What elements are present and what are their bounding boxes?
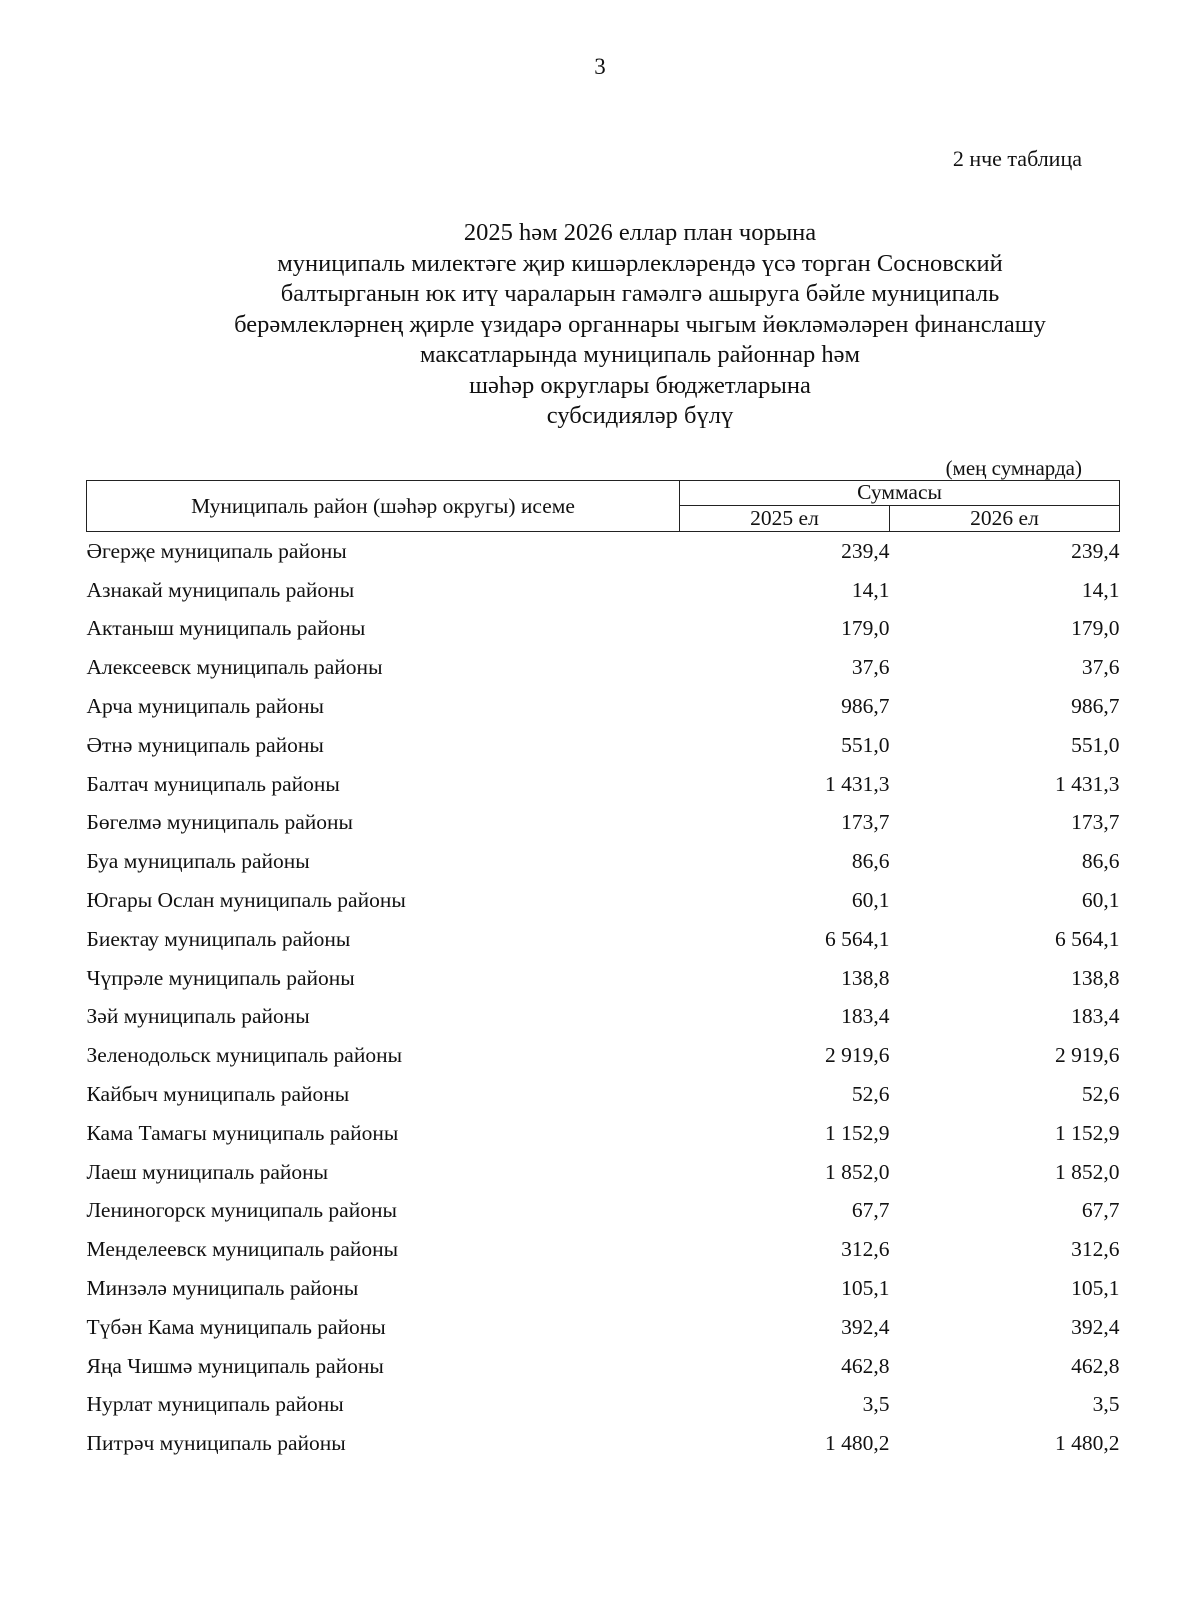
table-row xyxy=(87,998,1120,1037)
value-2025: 462,8 xyxy=(841,1353,890,1378)
value-2026: 60,1 xyxy=(1081,888,1120,913)
header-year-2025: 2025 ел xyxy=(680,505,890,531)
value-2025: 986,7 xyxy=(841,694,890,719)
value-2025: 60,1 xyxy=(851,888,890,913)
table-row xyxy=(87,648,1120,687)
district-name: Менделеевск муниципаль районы xyxy=(86,1237,399,1262)
value-2025: 1 152,9 xyxy=(825,1120,890,1145)
table-row xyxy=(87,1386,1120,1425)
value-2026: 312,6 xyxy=(1071,1237,1120,1262)
district-name: Әтнә муниципаль районы xyxy=(86,732,324,757)
value-2025: 86,6 xyxy=(851,849,890,874)
table-row xyxy=(87,1308,1120,1347)
table-row xyxy=(87,765,1120,804)
district-name: Зеленодольск муниципаль районы xyxy=(86,1043,403,1068)
header-year-2026: 2026 ел xyxy=(890,505,1120,531)
value-2026: 37,6 xyxy=(1081,655,1120,680)
district-name: Югары Ослан муниципаль районы xyxy=(86,888,406,913)
value-2026: 3,5 xyxy=(1092,1392,1120,1417)
value-2025: 1 480,2 xyxy=(825,1431,890,1456)
district-name: Яңа Чишмә муниципаль районы xyxy=(86,1353,384,1378)
value-2026: 392,4 xyxy=(1071,1314,1120,1339)
table-row xyxy=(87,1424,1120,1463)
table-row xyxy=(87,1347,1120,1386)
table-row xyxy=(87,1153,1120,1192)
value-2025: 2 919,6 xyxy=(825,1043,890,1068)
district-name: Бөгелмә муниципаль районы xyxy=(86,810,353,835)
table-row xyxy=(87,1036,1120,1075)
value-2026: 239,4 xyxy=(1071,538,1120,563)
title-line: муниципаль милектәге җир кишәрлекләрендә үсә торган Сосновский xyxy=(277,249,1003,277)
table-row xyxy=(87,920,1120,959)
units-note: (мең сумнарда) xyxy=(945,456,1082,480)
value-2025: 173,7 xyxy=(841,810,890,835)
table-row xyxy=(87,687,1120,726)
value-2025: 392,4 xyxy=(841,1314,890,1339)
subsidy-table xyxy=(86,480,1120,1463)
value-2026: 551,0 xyxy=(1071,732,1120,757)
district-name: Балтач муниципаль районы xyxy=(86,771,340,796)
table-row xyxy=(87,842,1120,881)
district-name: Питрәч муниципаль районы xyxy=(86,1431,346,1456)
district-name: Арча муниципаль районы xyxy=(86,694,324,719)
value-2026: 138,8 xyxy=(1071,965,1120,990)
value-2025: 239,4 xyxy=(841,538,890,563)
value-2026: 14,1 xyxy=(1081,577,1120,602)
district-name: Биектау муниципаль районы xyxy=(86,926,351,951)
value-2026: 183,4 xyxy=(1071,1004,1120,1029)
value-2025: 6 564,1 xyxy=(825,926,890,951)
value-2025: 183,4 xyxy=(841,1004,890,1029)
table-row xyxy=(87,1269,1120,1308)
value-2026: 67,7 xyxy=(1081,1198,1120,1223)
value-2025: 179,0 xyxy=(841,616,890,641)
value-2025: 138,8 xyxy=(841,965,890,990)
value-2025: 312,6 xyxy=(841,1237,890,1262)
value-2026: 462,8 xyxy=(1071,1353,1120,1378)
table-row xyxy=(87,881,1120,920)
district-name: Зәй муниципаль районы xyxy=(86,1004,310,1029)
value-2025: 3,5 xyxy=(862,1392,890,1417)
value-2025: 551,0 xyxy=(841,732,890,757)
value-2026: 986,7 xyxy=(1071,694,1120,719)
header-sum: Суммасы xyxy=(680,481,1120,506)
table-body xyxy=(87,532,1120,1464)
district-name: Кама Тамагы муниципаль районы xyxy=(86,1120,399,1145)
value-2026: 1 152,9 xyxy=(1055,1120,1120,1145)
value-2025: 1 431,3 xyxy=(825,771,890,796)
title-line: шәһәр округлары бюджетларына xyxy=(469,371,811,399)
table-row xyxy=(87,1075,1120,1114)
value-2026: 6 564,1 xyxy=(1055,926,1120,951)
value-2025: 37,6 xyxy=(851,655,890,680)
district-name: Алексеевск муниципаль районы xyxy=(86,655,383,680)
value-2026: 1 431,3 xyxy=(1055,771,1120,796)
value-2026: 2 919,6 xyxy=(1055,1043,1120,1068)
title-line: 2025 һәм 2026 еллар план чорына xyxy=(463,219,817,246)
table-row xyxy=(87,532,1120,571)
table-row xyxy=(87,610,1120,649)
value-2025: 67,7 xyxy=(851,1198,890,1223)
table-row xyxy=(87,959,1120,998)
district-name: Актаныш муниципаль районы xyxy=(86,616,366,641)
value-2026: 105,1 xyxy=(1071,1276,1120,1301)
table-row xyxy=(87,1192,1120,1231)
table-row xyxy=(87,1114,1120,1153)
table-row xyxy=(87,571,1120,610)
value-2026: 179,0 xyxy=(1071,616,1120,641)
header-name: Муниципаль район (шәһәр округы) исеме xyxy=(87,481,680,532)
title-line: субсидияләр бүлү xyxy=(546,402,734,429)
title-line: балтырганын юк итү чараларын гамәлгә ашыруга бәйле муниципаль xyxy=(280,280,1000,307)
value-2026: 173,7 xyxy=(1071,810,1120,835)
district-name: Әгерҗе муниципаль районы xyxy=(86,538,347,563)
document-title xyxy=(80,218,1200,432)
value-2026: 86,6 xyxy=(1081,849,1120,874)
district-name: Азнакай муниципаль районы xyxy=(86,577,355,602)
district-name: Чүпрәле муниципаль районы xyxy=(86,965,355,990)
value-2026: 52,6 xyxy=(1081,1082,1120,1107)
title-line: берәмлекләрнең җирле үзидарә органнары чыгым йөкләмәләрен финанслашу xyxy=(234,310,1046,338)
title-line: максатларында муниципаль районнар һәм xyxy=(420,341,860,368)
table-label: 2 нче таблица xyxy=(952,146,1082,171)
district-name: Түбән Кама муниципаль районы xyxy=(86,1314,386,1339)
value-2025: 1 852,0 xyxy=(825,1159,890,1184)
district-name: Лениногорск муниципаль районы xyxy=(86,1198,397,1223)
district-name: Лаеш муниципаль районы xyxy=(86,1159,329,1184)
value-2026: 1 480,2 xyxy=(1055,1431,1120,1456)
district-name: Нурлат муниципаль районы xyxy=(86,1392,344,1417)
table-row xyxy=(87,804,1120,843)
table-row xyxy=(87,726,1120,765)
table-row xyxy=(87,1230,1120,1269)
value-2026: 1 852,0 xyxy=(1055,1159,1120,1184)
district-name: Минзәлә муниципаль районы xyxy=(86,1276,359,1301)
district-name: Буа муниципаль районы xyxy=(86,849,310,874)
value-2025: 14,1 xyxy=(851,577,890,602)
value-2025: 52,6 xyxy=(851,1082,890,1107)
value-2025: 105,1 xyxy=(841,1276,890,1301)
district-name: Кайбыч муниципаль районы xyxy=(86,1082,350,1107)
table-header xyxy=(87,481,1120,532)
page-number: 3 xyxy=(594,54,606,79)
